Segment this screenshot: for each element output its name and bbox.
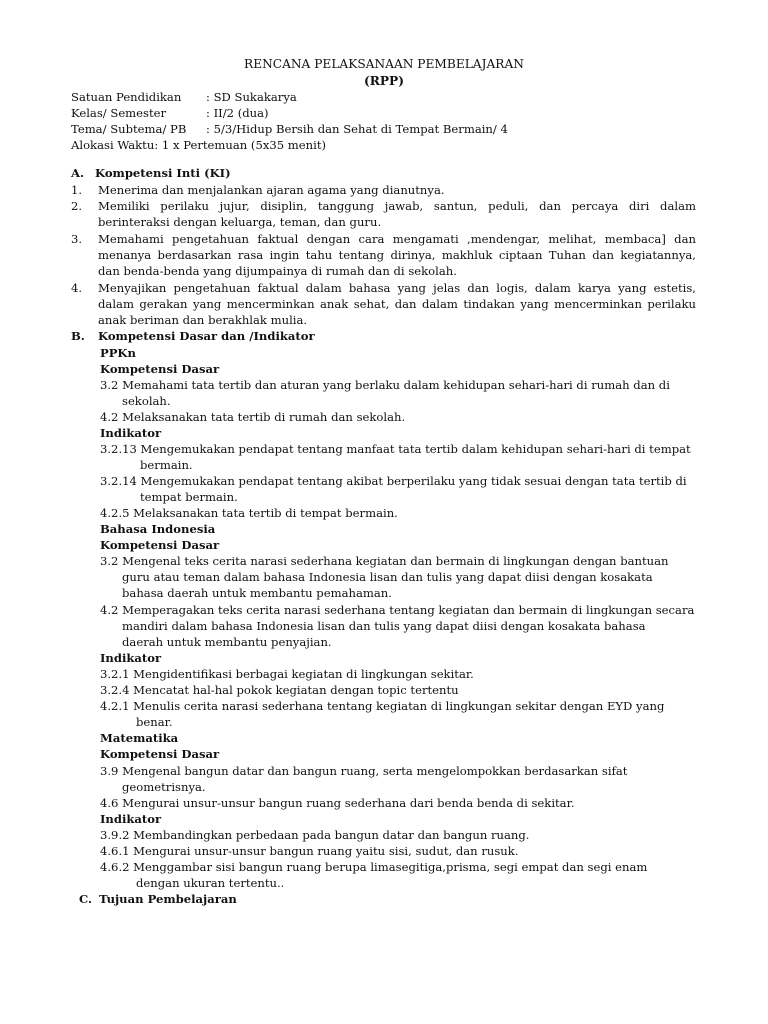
indikator-line: 3.9.2 Membandingkan perbedaan pada bangun datar dan bangun ruang. xyxy=(100,828,530,842)
indikator-line: 3.2.14 Mengemukakan pendapat tentang akibat berperilaku yang tidak sesuai dengan tata tertib di xyxy=(100,474,687,488)
indikator-heading: Indikator xyxy=(100,426,162,440)
subject-heading-matematika: Matematika xyxy=(100,731,179,745)
section-b-title: Kompetensi Dasar dan /Indikator xyxy=(98,329,315,343)
ki-line: menanya berdasarkan rasa ingin tahu tentang dirinya, makhluk ciptaan Tuhan dan kegiatannya, xyxy=(98,248,696,262)
indikator-line: tempat bermain. xyxy=(140,490,238,504)
indikator-line: 4.2.1 Menulis cerita narasi sederhana tentang kegiatan di lingkungan sekitar dengan EYD yang xyxy=(100,699,665,713)
kd-line: 4.2 Melaksanakan tata tertib di rumah dan sekolah. xyxy=(100,410,406,424)
kd-heading: Kompetensi Dasar xyxy=(100,747,220,761)
kd-heading: Kompetensi Dasar xyxy=(100,362,220,376)
indikator-line: 4.2.5 Melaksanakan tata tertib di tempat bermain. xyxy=(100,506,398,520)
indikator-line: 3.2.1 Mengidentifikasi berbagai kegiatan di lingkungan sekitar. xyxy=(100,667,474,681)
ki-line: berinteraksi dengan keluarga, teman, dan guru. xyxy=(98,215,382,229)
subject-heading-ppkn: PPKn xyxy=(100,346,136,360)
kd-line: mandiri dalam bahasa Indonesia lisan dan tulis yang dapat diisi dengan kosakata bahasa xyxy=(122,619,646,633)
info-value-satuan: : SD Sukakarya xyxy=(206,90,297,104)
ki-number: 4. xyxy=(71,281,83,295)
kd-line: sekolah. xyxy=(122,394,171,408)
ki-line: dan benda-benda yang dijumpainya di rumah dan di sekolah. xyxy=(98,264,457,278)
ki-number: 1. xyxy=(71,183,83,197)
indikator-line: dengan ukuran tertentu.. xyxy=(136,876,285,890)
indikator-heading: Indikator xyxy=(100,812,162,826)
indikator-line: 4.6.2 Menggambar sisi bangun ruang berupa limasegitiga,prisma, segi empat dan segi enam xyxy=(100,860,648,874)
kd-line: guru atau teman dalam bahasa Indonesia lisan dan tulis yang dapat diisi dengan kosakata xyxy=(122,570,653,584)
kd-line: geometrisnya. xyxy=(122,780,206,794)
ki-line: Memiliki perilaku jujur, disiplin, tanggung jawab, santun, peduli, dan percaya diri dalam xyxy=(98,199,696,213)
ki-line: dalam gerakan yang mencerminkan anak sehat, dan dalam tindakan yang mencerminkan perilaku xyxy=(98,297,696,311)
indikator-line: 3.2.13 Mengemukakan pendapat tentang manfaat tata tertib dalam kehidupan sehari-hari di tempat xyxy=(100,442,691,456)
kd-line: 4.2 Memperagakan teks cerita narasi sederhana tentang kegiatan dan bermain di lingkungan secara xyxy=(100,603,695,617)
document-title: RENCANA PELAKSANAAN PEMBELAJARAN xyxy=(244,57,524,71)
indikator-line: benar. xyxy=(136,715,173,729)
ki-number: 3. xyxy=(71,232,83,246)
ki-line: anak beriman dan berakhlak mulia. xyxy=(98,313,308,327)
info-label-satuan: Satuan Pendidikan xyxy=(71,90,182,104)
ki-line: Memahami pengetahuan faktual dengan cara mengamati ,mendengar, melihat, membaca] dan xyxy=(98,232,696,246)
section-a-marker: A. xyxy=(71,166,85,180)
section-c-marker: C. xyxy=(79,892,93,906)
kd-line: 3.2 Mengenal teks cerita narasi sederhana kegiatan dan bermain di lingkungan dengan bantuan xyxy=(100,554,669,568)
subject-heading-bahasa-indonesia: Bahasa Indonesia xyxy=(100,522,216,536)
ki-number: 2. xyxy=(71,199,83,213)
indikator-line: bermain. xyxy=(140,458,193,472)
info-label-tema: Tema/ Subtema/ PB xyxy=(71,122,187,136)
kd-line: 3.2 Memahami tata tertib dan aturan yang berlaku dalam kehidupan sehari-hari di rumah dan di xyxy=(100,378,670,392)
indikator-heading: Indikator xyxy=(100,651,162,665)
section-b-marker: B. xyxy=(71,329,85,343)
info-value-tema: : 5/3/Hidup Bersih dan Sehat di Tempat Bermain/ 4 xyxy=(206,122,508,136)
section-a-title: Kompetensi Inti (KI) xyxy=(95,166,231,180)
info-label-kelas: Kelas/ Semester xyxy=(71,106,167,120)
section-c-title: Tujuan Pembelajaran xyxy=(99,892,237,906)
ki-line: Menyajikan pengetahuan faktual dalam bahasa yang jelas dan logis, dalam karya yang estetis, xyxy=(98,281,696,295)
kd-heading: Kompetensi Dasar xyxy=(100,538,220,552)
kd-line: daerah untuk membantu penyajian. xyxy=(122,635,332,649)
kd-line: bahasa daerah untuk membantu pemahaman. xyxy=(122,586,392,600)
info-value-kelas: : II/2 (dua) xyxy=(206,106,269,120)
indikator-line: 4.6.1 Mengurai unsur-unsur bangun ruang yaitu sisi, sudut, dan rusuk. xyxy=(100,844,519,858)
alokasi-waktu: Alokasi Waktu: 1 x Pertemuan (5x35 menit) xyxy=(71,138,327,152)
kd-line: 4.6 Mengurai unsur-unsur bangun ruang sederhana dari benda benda di sekitar. xyxy=(100,796,575,810)
ki-line: Menerima dan menjalankan ajaran agama yang dianutnya. xyxy=(98,183,445,197)
indikator-line: 3.2.4 Mencatat hal-hal pokok kegiatan dengan topic tertentu xyxy=(100,683,459,697)
kd-line: 3.9 Mengenal bangun datar dan bangun ruang, serta mengelompokkan berdasarkan sifat xyxy=(100,764,628,778)
document-subtitle: (RPP) xyxy=(364,74,404,88)
